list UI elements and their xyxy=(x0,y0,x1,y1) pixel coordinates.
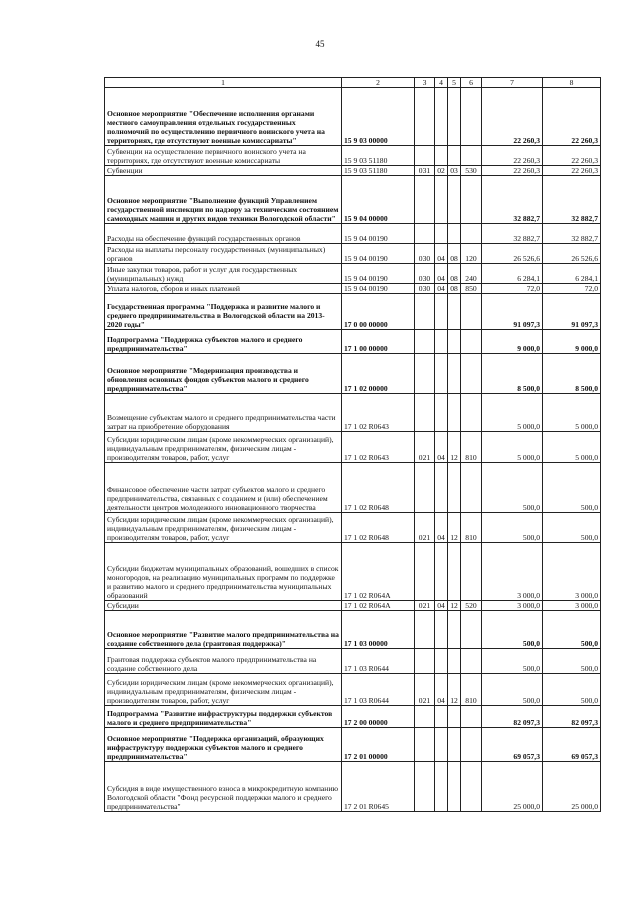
row-amount-cell: 500,0 xyxy=(543,611,601,649)
row-expense-type-cell xyxy=(461,394,482,432)
row-code-cell: 17 1 03 00000 xyxy=(342,611,415,649)
row-expense-type-cell xyxy=(461,649,482,674)
row-amount-cell: 32 882,7 xyxy=(482,176,543,224)
row-code-cell: 17 2 01 R0645 xyxy=(342,762,415,812)
row-section-cell xyxy=(435,294,448,330)
row-ministry-cell: 030 xyxy=(415,264,435,284)
header-cell: 5 xyxy=(448,78,461,88)
row-code-cell: 17 1 03 R0644 xyxy=(342,649,415,674)
row-section-cell xyxy=(435,354,448,394)
row-name-cell: Расходы на выплаты персоналу государственных (муниципальных) органов xyxy=(105,244,342,264)
row-section-cell xyxy=(435,706,448,728)
row-amount-cell: 69 057,3 xyxy=(543,728,601,762)
row-code-cell: 17 1 02 R064A xyxy=(342,601,415,611)
row-expense-type-cell: 810 xyxy=(461,513,482,543)
row-name-cell: Основное мероприятие "Модернизация производства и обновления основных фондов субъектов малого и среднего предпринимательства" xyxy=(105,354,342,394)
row-code-cell: 15 9 04 00190 xyxy=(342,224,415,244)
row-section-cell: 04 xyxy=(435,264,448,284)
row-amount-cell: 500,0 xyxy=(543,513,601,543)
row-expense-type-cell xyxy=(461,294,482,330)
row-name-cell: Субсидии юридическим лицам (кроме некоммерческих организаций), индивидуальным предпринимателям, физическим лицам - производителям товаров, работ, услуг xyxy=(105,674,342,706)
row-section-cell xyxy=(435,728,448,762)
row-amount-cell: 22 260,3 xyxy=(482,166,543,176)
row-code-cell: 15 9 04 00000 xyxy=(342,176,415,224)
row-amount-cell: 500,0 xyxy=(543,463,601,513)
table-row xyxy=(105,244,601,264)
row-section-cell xyxy=(435,88,448,146)
row-code-cell: 17 1 02 R0643 xyxy=(342,432,415,463)
row-amount-cell: 32 882,7 xyxy=(543,224,601,244)
row-name-cell: Государственная программа "Поддержка и развитие малого и среднего предпринимательства в Вологодской области на 2013-2020 годы" xyxy=(105,294,342,330)
row-subsection-cell xyxy=(448,294,461,330)
header-cell: 6 xyxy=(461,78,482,88)
table-row xyxy=(105,224,601,244)
row-name-cell: Субвенции xyxy=(105,166,342,176)
header-cell: 8 xyxy=(543,78,601,88)
row-subsection-cell xyxy=(448,224,461,244)
row-subsection-cell: 03 xyxy=(448,166,461,176)
row-ministry-cell xyxy=(415,394,435,432)
row-amount-cell: 5 000,0 xyxy=(482,432,543,463)
row-amount-cell: 22 260,3 xyxy=(543,88,601,146)
row-ministry-cell xyxy=(415,728,435,762)
table-row xyxy=(105,543,601,601)
row-section-cell xyxy=(435,146,448,166)
header-cell: 4 xyxy=(435,78,448,88)
row-ministry-cell xyxy=(415,146,435,166)
row-amount-cell: 3 000,0 xyxy=(543,543,601,601)
row-ministry-cell: 021 xyxy=(415,513,435,543)
row-section-cell xyxy=(435,224,448,244)
header-cell: 7 xyxy=(482,78,543,88)
row-name-cell: Субсидии юридическим лицам (кроме некоммерческих организаций), индивидуальным предпринимателям, физическим лицам - производителям товаров, работ, услуг xyxy=(105,513,342,543)
row-ministry-cell xyxy=(415,88,435,146)
table-row xyxy=(105,728,601,762)
row-code-cell: 17 1 02 R0648 xyxy=(342,513,415,543)
row-expense-type-cell xyxy=(461,330,482,354)
table-row xyxy=(105,284,601,294)
page-number: 45 xyxy=(315,39,325,49)
row-amount-cell: 8 500,0 xyxy=(543,354,601,394)
row-expense-type-cell xyxy=(461,706,482,728)
row-expense-type-cell xyxy=(461,463,482,513)
table-row xyxy=(105,294,601,330)
row-name-cell: Основное мероприятие "Обеспечение исполнения органами местного самоуправления отдельных государственных полномочий по осуществлению первичного воинского учета на территориях, где отсутствуют военные комиссариаты" xyxy=(105,88,342,146)
row-ministry-cell: 021 xyxy=(415,674,435,706)
row-expense-type-cell xyxy=(461,88,482,146)
row-subsection-cell xyxy=(448,88,461,146)
row-code-cell: 17 0 00 00000 xyxy=(342,294,415,330)
row-expense-type-cell: 120 xyxy=(461,244,482,264)
row-amount-cell: 500,0 xyxy=(482,649,543,674)
row-code-cell: 17 1 02 00000 xyxy=(342,354,415,394)
table-row xyxy=(105,706,601,728)
row-amount-cell: 500,0 xyxy=(482,611,543,649)
row-subsection-cell xyxy=(448,611,461,649)
row-section-cell xyxy=(435,330,448,354)
table-row xyxy=(105,649,601,674)
row-section-cell: 04 xyxy=(435,284,448,294)
row-code-cell: 15 9 03 51180 xyxy=(342,166,415,176)
row-section-cell xyxy=(435,543,448,601)
row-subsection-cell: 12 xyxy=(448,513,461,543)
row-amount-cell: 5 000,0 xyxy=(543,432,601,463)
row-amount-cell: 5 000,0 xyxy=(543,394,601,432)
row-ministry-cell xyxy=(415,649,435,674)
row-amount-cell: 22 260,3 xyxy=(482,88,543,146)
row-subsection-cell: 08 xyxy=(448,264,461,284)
row-amount-cell: 9 000,0 xyxy=(543,330,601,354)
row-section-cell: 04 xyxy=(435,432,448,463)
row-name-cell: Субсидии бюджетам муниципальных образований, вошедших в список моногородов, на реализацию муниципальных программ по поддержке и развитию малого и среднего предпринимательства муниципальных образований xyxy=(105,543,342,601)
row-code-cell: 17 2 01 00000 xyxy=(342,728,415,762)
row-amount-cell: 500,0 xyxy=(482,463,543,513)
row-ministry-cell: 021 xyxy=(415,432,435,463)
row-section-cell xyxy=(435,611,448,649)
table-row xyxy=(105,88,601,146)
row-code-cell: 17 1 02 R0643 xyxy=(342,394,415,432)
row-ministry-cell xyxy=(415,463,435,513)
row-subsection-cell xyxy=(448,728,461,762)
row-subsection-cell xyxy=(448,706,461,728)
row-ministry-cell: 031 xyxy=(415,166,435,176)
row-name-cell: Иные закупки товаров, работ и услуг для государственных (муниципальных) нужд xyxy=(105,264,342,284)
row-subsection-cell xyxy=(448,394,461,432)
row-amount-cell: 500,0 xyxy=(543,649,601,674)
row-amount-cell: 6 284,1 xyxy=(482,264,543,284)
table-row xyxy=(105,264,601,284)
header-cell: 2 xyxy=(342,78,415,88)
row-amount-cell: 25 000,0 xyxy=(543,762,601,812)
row-amount-cell: 3 000,0 xyxy=(543,601,601,611)
row-name-cell: Подпрограмма "Развитие инфраструктуры поддержки субъектов малого и среднего предпринимательства" xyxy=(105,706,342,728)
table-row xyxy=(105,432,601,463)
table-row xyxy=(105,354,601,394)
row-expense-type-cell: 520 xyxy=(461,601,482,611)
row-ministry-cell xyxy=(415,294,435,330)
row-amount-cell: 91 097,3 xyxy=(482,294,543,330)
row-ministry-cell xyxy=(415,330,435,354)
row-expense-type-cell xyxy=(461,762,482,812)
row-expense-type-cell: 240 xyxy=(461,264,482,284)
row-section-cell: 04 xyxy=(435,601,448,611)
row-expense-type-cell xyxy=(461,543,482,601)
row-amount-cell: 5 000,0 xyxy=(482,394,543,432)
row-amount-cell: 91 097,3 xyxy=(543,294,601,330)
row-amount-cell: 82 097,3 xyxy=(543,706,601,728)
row-ministry-cell: 030 xyxy=(415,284,435,294)
row-section-cell: 04 xyxy=(435,513,448,543)
table-row xyxy=(105,601,601,611)
row-code-cell: 15 9 04 00190 xyxy=(342,264,415,284)
row-subsection-cell xyxy=(448,176,461,224)
header-cell: 3 xyxy=(415,78,435,88)
row-expense-type-cell: 810 xyxy=(461,674,482,706)
row-section-cell: 02 xyxy=(435,166,448,176)
row-name-cell: Основное мероприятие "Развитие малого предпринимательства на создание собственного дела (грантовая поддержка)" xyxy=(105,611,342,649)
row-subsection-cell xyxy=(448,762,461,812)
row-subsection-cell xyxy=(448,543,461,601)
row-expense-type-cell xyxy=(461,728,482,762)
row-amount-cell: 26 526,6 xyxy=(543,244,601,264)
row-expense-type-cell xyxy=(461,611,482,649)
row-subsection-cell: 12 xyxy=(448,674,461,706)
row-name-cell: Возмещение субъектам малого и среднего предпринимательства части затрат на приобретение оборудования xyxy=(105,394,342,432)
row-amount-cell: 32 882,7 xyxy=(482,224,543,244)
table-row xyxy=(105,611,601,649)
row-amount-cell: 500,0 xyxy=(482,674,543,706)
row-expense-type-cell xyxy=(461,176,482,224)
table-row xyxy=(105,176,601,224)
row-name-cell: Уплата налогов, сборов и иных платежей xyxy=(105,284,342,294)
table-row xyxy=(105,463,601,513)
row-subsection-cell: 12 xyxy=(448,601,461,611)
row-expense-type-cell: 530 xyxy=(461,166,482,176)
row-name-cell: Субсидии юридическим лицам (кроме некоммерческих организаций), индивидуальным предпринимателям, физическим лицам - производителям товаров, работ, услуг xyxy=(105,432,342,463)
row-code-cell: 17 1 02 R0648 xyxy=(342,463,415,513)
row-section-cell: 04 xyxy=(435,674,448,706)
row-amount-cell: 9 000,0 xyxy=(482,330,543,354)
row-amount-cell: 22 260,3 xyxy=(543,146,601,166)
row-amount-cell: 3 000,0 xyxy=(482,543,543,601)
row-amount-cell: 72,0 xyxy=(482,284,543,294)
row-ministry-cell xyxy=(415,611,435,649)
row-subsection-cell xyxy=(448,146,461,166)
row-section-cell xyxy=(435,762,448,812)
table-row xyxy=(105,166,601,176)
table-row xyxy=(105,513,601,543)
row-expense-type-cell xyxy=(461,354,482,394)
table-row xyxy=(105,146,601,166)
row-subsection-cell xyxy=(448,649,461,674)
row-ministry-cell xyxy=(415,176,435,224)
row-code-cell: 15 9 03 51180 xyxy=(342,146,415,166)
row-ministry-cell xyxy=(415,762,435,812)
table-row xyxy=(105,762,601,812)
row-amount-cell: 25 000,0 xyxy=(482,762,543,812)
row-ministry-cell xyxy=(415,354,435,394)
table-row xyxy=(105,330,601,354)
row-amount-cell: 500,0 xyxy=(543,674,601,706)
row-subsection-cell xyxy=(448,463,461,513)
row-code-cell: 17 1 02 R064A xyxy=(342,543,415,601)
row-code-cell: 17 1 00 00000 xyxy=(342,330,415,354)
table-header-row xyxy=(105,78,601,88)
row-expense-type-cell: 810 xyxy=(461,432,482,463)
row-subsection-cell xyxy=(448,354,461,394)
row-name-cell: Субсидия в виде имущественного взноса в микрокредитную компанию Вологодской области "Фонд ресурсной поддержки малого и среднего предпринимательства" xyxy=(105,762,342,812)
row-name-cell: Финансовое обеспечение части затрат субъектов малого и среднего предпринимательства, связанных с созданием и (или) обеспечением деятельности центров молодежного инновационного творчества xyxy=(105,463,342,513)
row-amount-cell: 3 000,0 xyxy=(482,601,543,611)
row-amount-cell: 69 057,3 xyxy=(482,728,543,762)
row-name-cell: Субсидии xyxy=(105,601,342,611)
table-row xyxy=(105,394,601,432)
row-amount-cell: 8 500,0 xyxy=(482,354,543,394)
row-code-cell: 15 9 04 00190 xyxy=(342,244,415,264)
row-amount-cell: 32 882,7 xyxy=(543,176,601,224)
row-amount-cell: 22 260,3 xyxy=(543,166,601,176)
header-cell: 1 xyxy=(105,78,342,88)
row-expense-type-cell: 850 xyxy=(461,284,482,294)
row-amount-cell: 6 284,1 xyxy=(543,264,601,284)
row-amount-cell: 82 097,3 xyxy=(482,706,543,728)
row-name-cell: Подпрограмма "Поддержка субъектов малого и среднего предпринимательства" xyxy=(105,330,342,354)
row-amount-cell: 500,0 xyxy=(482,513,543,543)
row-section-cell xyxy=(435,649,448,674)
row-code-cell: 17 2 00 00000 xyxy=(342,706,415,728)
row-section-cell xyxy=(435,463,448,513)
row-amount-cell: 22 260,3 xyxy=(482,146,543,166)
row-section-cell: 04 xyxy=(435,244,448,264)
table-row xyxy=(105,674,601,706)
row-name-cell: Субвенции на осуществление первичного воинского учета на территориях, где отсутствуют военные комиссариаты xyxy=(105,146,342,166)
row-code-cell: 15 9 04 00190 xyxy=(342,284,415,294)
row-section-cell xyxy=(435,394,448,432)
row-expense-type-cell xyxy=(461,224,482,244)
row-subsection-cell: 12 xyxy=(448,432,461,463)
budget-table xyxy=(104,77,601,812)
row-code-cell: 15 9 03 00000 xyxy=(342,88,415,146)
row-expense-type-cell xyxy=(461,146,482,166)
row-name-cell: Расходы на обеспечение функций государственных органов xyxy=(105,224,342,244)
row-subsection-cell: 08 xyxy=(448,284,461,294)
row-name-cell: Основное мероприятие "Поддержка организаций, образующих инфраструктуру поддержки субъектов малого и среднего предпринимательства" xyxy=(105,728,342,762)
row-ministry-cell xyxy=(415,706,435,728)
row-ministry-cell: 030 xyxy=(415,244,435,264)
row-amount-cell: 72,0 xyxy=(543,284,601,294)
row-section-cell xyxy=(435,176,448,224)
row-subsection-cell: 08 xyxy=(448,244,461,264)
row-ministry-cell xyxy=(415,543,435,601)
row-amount-cell: 26 526,6 xyxy=(482,244,543,264)
row-ministry-cell: 021 xyxy=(415,601,435,611)
row-code-cell: 17 1 03 R0644 xyxy=(342,674,415,706)
row-ministry-cell xyxy=(415,224,435,244)
row-name-cell: Грантовая поддержка субъектов малого предпринимательства на создание собственного дела xyxy=(105,649,342,674)
row-name-cell: Основное мероприятие "Выполнение функций Управлением государственной инспекции по надзору за техническим состоянием самоходных машин и других видов техники Вологодской области" xyxy=(105,176,342,224)
row-subsection-cell xyxy=(448,330,461,354)
